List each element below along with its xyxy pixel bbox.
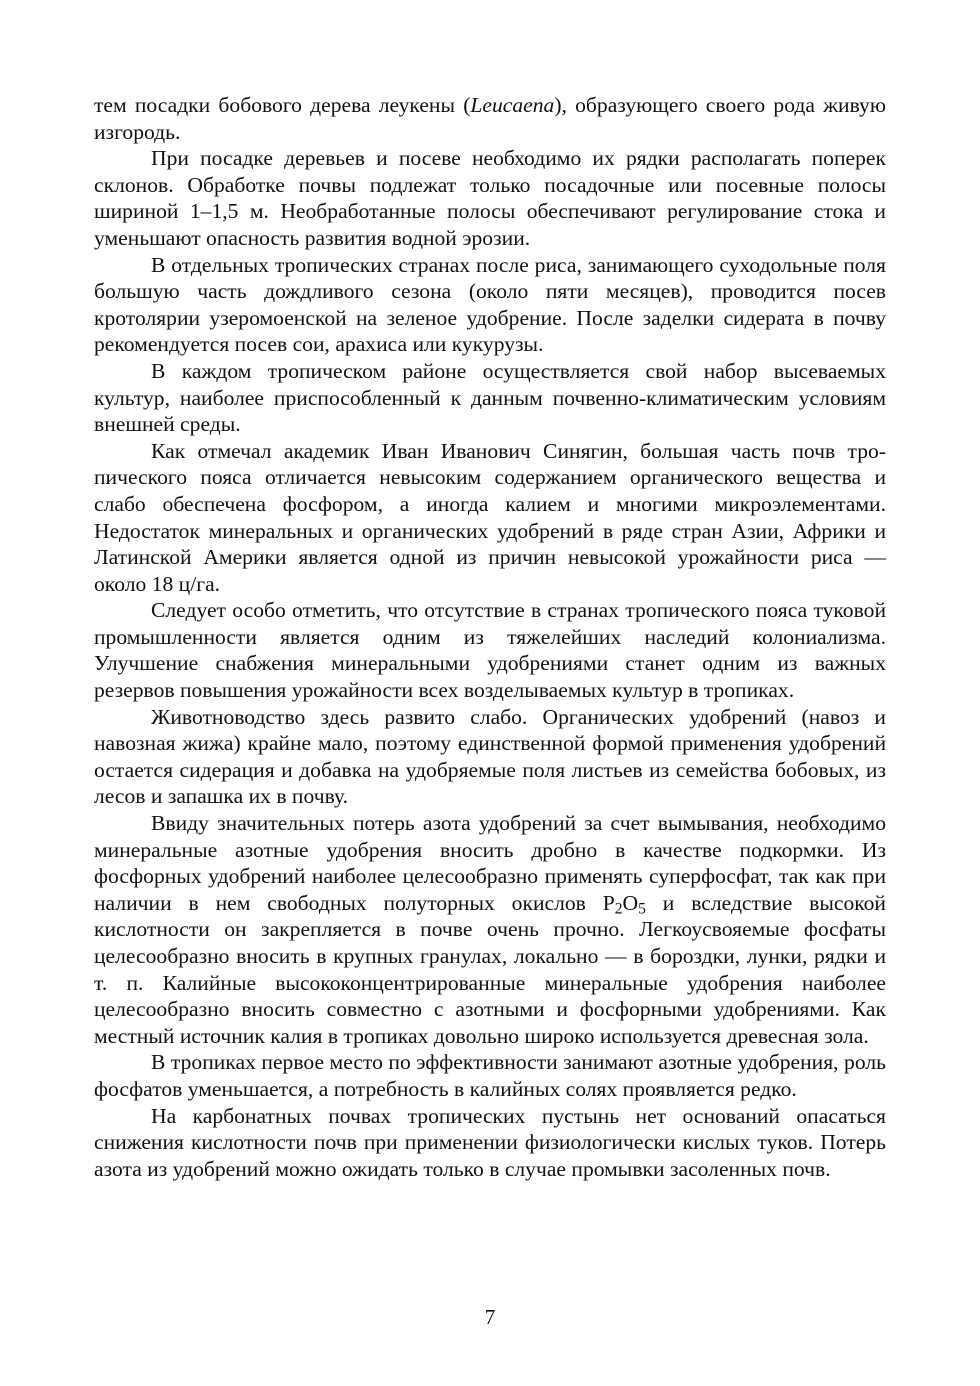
paragraph-8 bbox=[94, 810, 886, 1049]
paragraph-9: В тропиках первое место по эффективности занимают азотные удобрения, роль фосфатов уменьшается, а потребность в калийных солях проявляется редко. bbox=[94, 1050, 886, 1101]
formula-oxygen: O bbox=[622, 890, 639, 915]
paragraph-5: Как отмечал академик Иван Иванович Синягин, большая часть почв тропического пояса отличается невысоким содержанием органического вещества и слабо обеспечена фосфором, а иногда калием и многими микроэлементами. Недостаток минеральных и органических удобрений в ряде стран Азии, Африки и Латинской Америки является одной из причин невысокой урожайности риса — около 18 ц/га. bbox=[94, 438, 886, 596]
paragraph-7: Животноводство здесь развито слабо. Органических удобрений (навоз и навозная жижа) крайне мало, поэтому единственной формой применения удобрений остается сидерация и добавка на удобряемые поля листьев из семейства бобовых, из лесов и запашка их в почву. bbox=[94, 704, 886, 809]
document-body bbox=[94, 92, 886, 1182]
latin-term-leucaena: Leucaena bbox=[470, 93, 555, 117]
paragraph-6: Следует особо отметить, что отсутствие в странах тропического пояса туковой промышленности является одним из тяжелейших наследий колониализма. Улучшение снабжения минеральными удобрениями станет одним из важных резервов повышения урожайности всех возделываемых культур в тропиках. bbox=[94, 598, 886, 703]
paragraph-1 bbox=[94, 92, 886, 145]
paragraph-4: В каждом тропическом районе осуществляется свой набор высеваемых культур, наиболее приспособленный к данным почвенно-климатическим условиям внешней среды. bbox=[94, 358, 886, 437]
paragraph-1-text-end: ), образующего своего рода живую изгородь. bbox=[94, 93, 886, 144]
paragraph-8-text-start: Ввиду значительных потерь азота удобрений за счет вымывания, необходимо минеральные азотные удобрения вносить дробно в качестве подкормки. Из фосфорных удобрений наиболее целесообразно применять суперфосфат, так как при наличии в нем свободных полуторных окислов P bbox=[94, 811, 886, 915]
paragraph-1-text-start: тем посадки бобового дерева леукены ( bbox=[94, 93, 471, 117]
formula-subscript-5: 5 bbox=[638, 900, 646, 918]
paragraph-2: При посадке деревьев и посеве необходимо их рядки располагать поперек склонов. Обработке почвы подлежат только посадочные или посевные полосы шириной 1–1,5 м. Необработанные полосы обеспечивают регулирование стока и уменьшают опасность развития водной эрозии. bbox=[94, 146, 886, 250]
page-number: 7 bbox=[484, 1305, 496, 1329]
paragraph-10: На карбонатных почвах тропических пустынь нет оснований опасаться снижения кислотности почв при применении физиологически кислых туков. Потерь азота из удобрений можно ожидать только в случае промывки засоленных почв. bbox=[94, 1103, 886, 1181]
formula-subscript-2: 2 bbox=[614, 900, 623, 918]
paragraph-8-text-end: и вследствие высокой кислотности он закрепляется в почве очень прочно. Легкоусвояемые фосфаты целесообразно вносить в крупных гранулах, локально — в бороздки, лунки, рядки и т. п. Калийные высококонцентрированные минеральные удобрения наиболее целесообразно вносить совместно с азотными и фосфорными удобрениями. Как местный источник калия в тропиках довольно широко используется древесная зола. bbox=[94, 890, 886, 1048]
paragraph-3: В отдельных тропических странах после риса, занимающего суходольные поля большую часть дождливого сезона (около пяти месяцев), проводится посев кротолярии узеромоенской на зеленое удобрение. После заделки сидерата в почву рекомендуется посев сои, арахиса или кукурузы. bbox=[94, 252, 886, 357]
